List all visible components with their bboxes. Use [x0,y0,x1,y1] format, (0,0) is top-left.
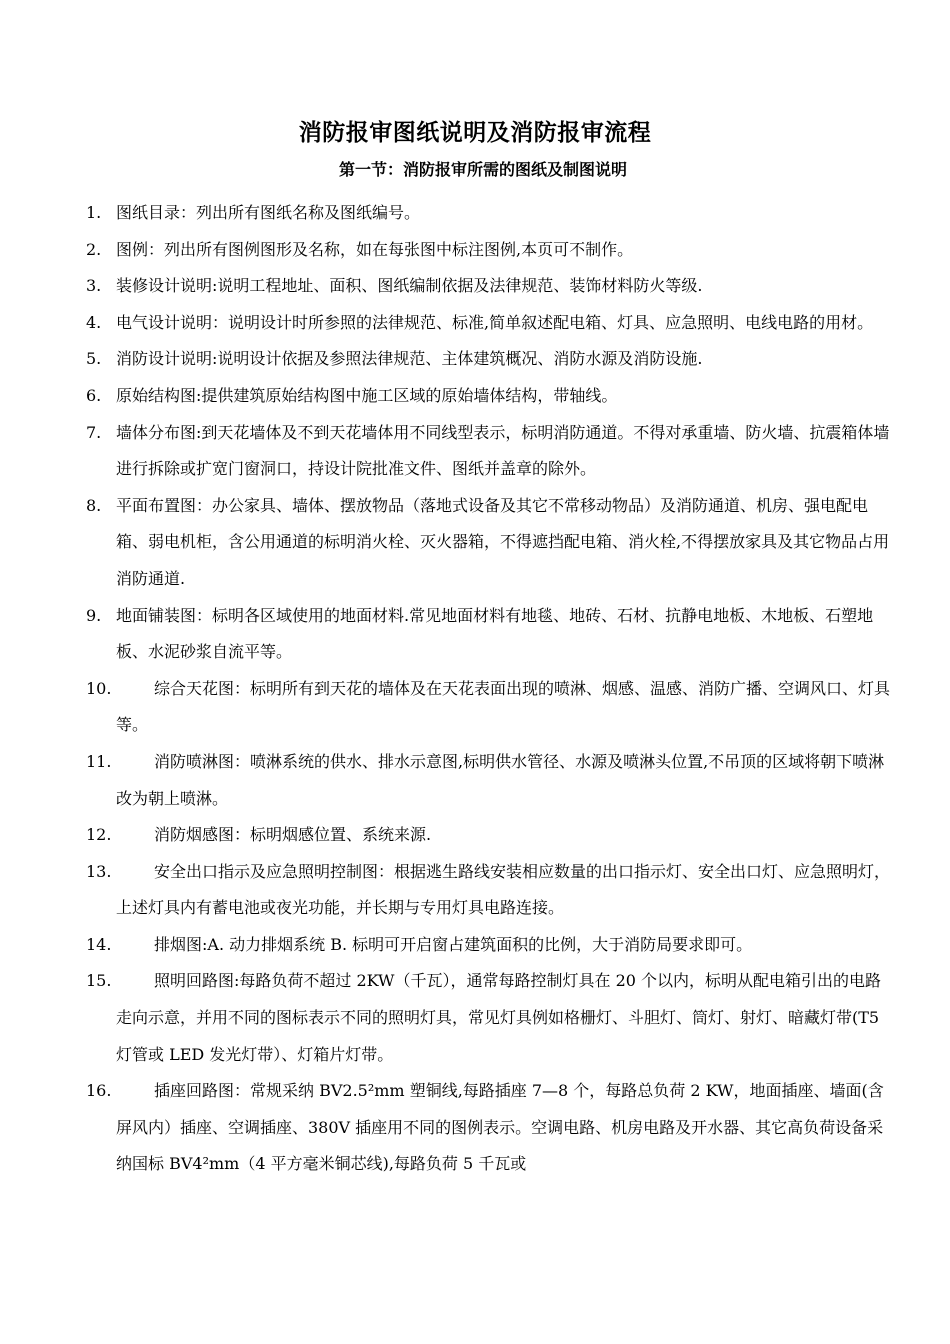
item-number: 11. [86,751,112,771]
item-number: 6. [86,385,102,405]
item-text: 排烟图:A. 动力排烟系统 B. 标明可开启窗占建筑面积的比例，大于消防局要求即可。 [154,934,753,954]
item-text: 插座回路图：常规采纳 BV2.5²mm 塑铜线,每路插座 7—8 个，每路总负荷 2 KW，地面插座、墙面(含屏风内）插座、空调插座、380V 插座用不同的图例表示。空调电路、机房电路及开水器、其它高负荷设备采纳国标 BV4²mm（4 平方毫米铜芯线),每路负荷 5 千瓦或 [116,1081,884,1174]
item-text: 综合天花图：标明所有到天花的墙体及在天花表面出现的喷淋、烟感、温感、消防广播、空调风口、灯具等。 [116,678,891,735]
item-number: 12. [86,825,112,845]
item-number: 10. [86,678,112,698]
item-text: 原始结构图:提供建筑原始结构图中施工区域的原始墙体结构，带轴线。 [116,385,618,405]
item-number: 2. [86,239,102,259]
list-item [86,598,896,671]
item-number: 15. [86,971,112,991]
list-item [86,927,896,964]
list-item [86,268,896,305]
item-text: 图例：列出所有图例图形及名称，如在每张图中标注图例,本页可不制作。 [116,239,634,259]
item-number: 14. [86,934,112,954]
item-text: 消防喷淋图：喷淋系统的供水、排水示意图,标明供水管径、水源及喷淋头位置,不吊顶的区域将朝下喷淋改为朝上喷淋。 [116,751,885,808]
item-number: 8. [86,495,102,515]
list-item [86,963,896,1073]
list-item [86,378,896,415]
list-item [86,1073,896,1183]
list-item [86,195,896,232]
item-number: 1. [86,203,102,222]
drawing-requirements-list [86,195,896,1183]
item-number: 7. [86,422,102,442]
list-item [86,305,896,342]
list-item [86,415,896,488]
list-item [86,488,896,598]
list-item [86,854,896,927]
item-text: 电气设计说明：说明设计时所参照的法律规范、标准,简单叙述配电箱、灯具、应急照明、电线电路的用材。 [116,312,874,332]
item-text: 墙体分布图:到天花墙体及不到天花墙体用不同线型表示，标明消防通道。不得对承重墙、防火墙、抗震箱体墙进行拆除或扩宽门窗洞口，持设计院批准文件、图纸并盖章的除外。 [116,422,890,479]
list-item [86,817,896,854]
list-item [86,232,896,269]
item-number: 4. [86,312,102,332]
item-text: 安全出口指示及应急照明控制图：根据逃生路线安装相应数量的出口指示灯、安全出口灯、应急照明灯，上述灯具内有蓄电池或夜光功能，并长期与专用灯具电路连接。 [116,861,891,918]
item-text: 图纸目录：列出所有图纸名称及图纸编号。 [116,203,421,222]
item-number: 9. [86,605,102,625]
item-number: 3. [86,276,102,296]
section-subtitle: 第一节：消防报审所需的图纸及制图说明 [338,160,627,179]
item-text: 照明回路图:每路负荷不超过 2KW（千瓦），通常每路控制灯具在 20 个以内，标明从配电箱引出的电路走向示意，并用不同的图标表示不同的照明灯具，常见灯具例如格栅灯、斗胆灯、筒灯、射灯、暗藏灯带(T5 灯管或 LED 发光灯带）、灯箱片灯带。 [116,971,882,1064]
item-number: 5. [86,349,102,369]
list-item [86,744,896,817]
item-text: 地面铺装图：标明各区域使用的地面材料.常见地面材料有地毯、地砖、石材、抗静电地板、木地板、石塑地板、水泥砂浆自流平等。 [116,605,874,662]
item-text: 装修设计说明:说明工程地址、面积、图纸编制依据及法律规范、装饰材料防火等级. [116,276,703,296]
list-item [86,341,896,378]
page-title: 消防报审图纸说明及消防报审流程 [298,119,652,146]
item-number: 16. [86,1081,112,1101]
item-text: 平面布置图：办公家具、墙体、摆放物品（落地式设备及其它不常移动物品）及消防通道、机房、强电配电箱、弱电机柜，含公用通道的标明消火栓、灭火器箱，不得遮挡配电箱、消火栓,不得摆放家具及其它物品占用消防通道. [116,495,890,588]
list-item [86,671,896,744]
item-text: 消防烟感图：标明烟感位置、系统来源. [154,825,432,845]
item-number: 13. [86,861,112,881]
item-text: 消防设计说明:说明设计依据及参照法律规范、主体建筑概况、消防水源及消防设施. [116,349,703,369]
